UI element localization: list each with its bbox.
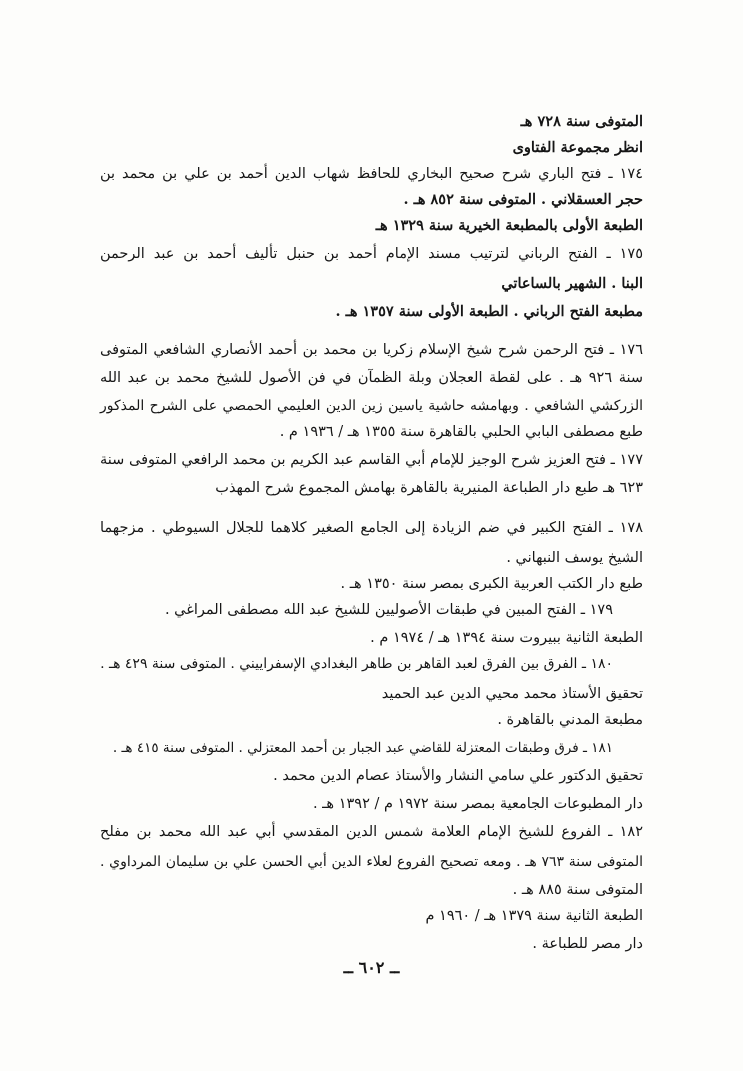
entry-177-line-1: ١٧٧ ـ فتح العزيز شرح الوجيز للإمام أبي القاسم عبد الكريم بن محمد الرافعي المتوفى سنة [100, 452, 643, 468]
text-line: الطبعة الأولى بالمطبعة الخيرية سنة ١٣٢٩ هـ [375, 217, 643, 234]
text-line: حجر العسقلاني . المتوفى سنة ٨٥٢ هـ . [403, 191, 643, 208]
text-line: المتوفى سنة ٧٢٨ هـ [520, 113, 643, 130]
entry-174-line-1: ١٧٤ ـ فتح الباري شرح صحيح البخاري للحافظ شهاب الدين أحمد بن علي بن محمد بن [100, 166, 643, 182]
text-line: انظر مجموعة الفتاوى [512, 139, 643, 156]
entry-179-line-1: ١٧٩ ـ الفتح المبين في طبقات الأصوليين للشيخ عبد الله مصطفى المراغي . [164, 602, 613, 618]
text-line: تحقيق الأستاذ محمد محيي الدين عبد الحميد [381, 686, 643, 702]
text-line: سنة ٩٢٦ هـ . على لقطة العجلان وبلة الظمآن في فن الأصول للشيخ محمد بن عبد الله [100, 370, 644, 386]
text-line: الطبعة الثانية سنة ١٣٧٩ هـ / ١٩٦٠ م [425, 908, 643, 924]
entry-175-line-1: ١٧٥ ـ الفتح الرباني لترتيب مسند الإمام أحمد بن حنبل تأليف أحمد بن عبد الرحمن [100, 246, 643, 262]
text-line: مطبعة المدني بالقاهرة . [497, 712, 643, 728]
entry-176-line-1: ١٧٦ ـ فتح الرحمن شرح شيخ الإسلام زكريا بن محمد بن أحمد الأنصاري الشافعي المتوفى [100, 342, 643, 358]
text-line: البنا . الشهير بالساعاتي [501, 275, 643, 292]
entry-178-line-1: ١٧٨ ـ الفتح الكبير في ضم الزيادة إلى الجامع الصغير كلاهما للجلال السيوطي . مزجهما [100, 520, 643, 536]
entry-180-line-1: ١٨٠ ـ الفرق بين الفرق لعبد القاهر بن طاهر البغدادي الإسفراييني . المتوفى سنة ٤٢٩ هـ . [100, 656, 613, 672]
text-line: المتوفى سنة ٧٦٣ هـ . ومعه تصحيح الفروع لعلاء الدين أبي الحسن علي بن سليمان المرداوي . [100, 854, 643, 870]
text-line: الزركشي الشافعي . وبهامشه حاشية ياسين زين الدين العليمي الحمصي على الشرح المذكور [100, 398, 643, 414]
entry-181-line-1: ١٨١ ـ فرق وطبقات المعتزلة للقاضي عبد الجبار بن أحمد المعتزلي . المتوفى سنة ٤١٥ هـ . [112, 740, 613, 756]
text-line: طبع مصطفى البابي الحلبي بالقاهرة سنة ١٣٥٥ هـ / ١٩٣٦ م . [279, 424, 643, 440]
text-line: المتوفى سنة ٨٨٥ هـ . [512, 882, 643, 898]
text-line: تحقيق الدكتور علي سامي النشار والأستاذ عصام الدين محمد . [273, 768, 643, 784]
text-line: طبع دار الكتب العربية الكبرى بمصر سنة ١٣٥٠ هـ . [340, 576, 643, 592]
text-line: دار المطبوعات الجامعية بمصر سنة ١٩٧٢ م / ١٣٩٢ هـ . [312, 796, 643, 812]
text-line: الطبعة الثانية ببيروت سنة ١٣٩٤ هـ / ١٩٧٤ م . [370, 630, 643, 646]
page-number: ــ ٦٠٢ ــ [343, 958, 400, 977]
text-line: مطبعة الفتح الرباني . الطبعة الأولى سنة ١٣٥٧ هـ . [335, 303, 643, 320]
text-line: الشيخ يوسف النبهاني . [506, 550, 643, 566]
text-line: دار مصر للطباعة . [532, 936, 643, 952]
text-line: ٦٢٣ هـ طبع دار الطباعة المنيرية بالقاهرة بهامش المجموع شرح المهذب [215, 480, 643, 496]
entry-182-line-1: ١٨٢ ـ الفروع للشيخ الإمام العلامة شمس الدين المقدسي أبي عبد الله محمد بن مفلح [100, 824, 643, 840]
